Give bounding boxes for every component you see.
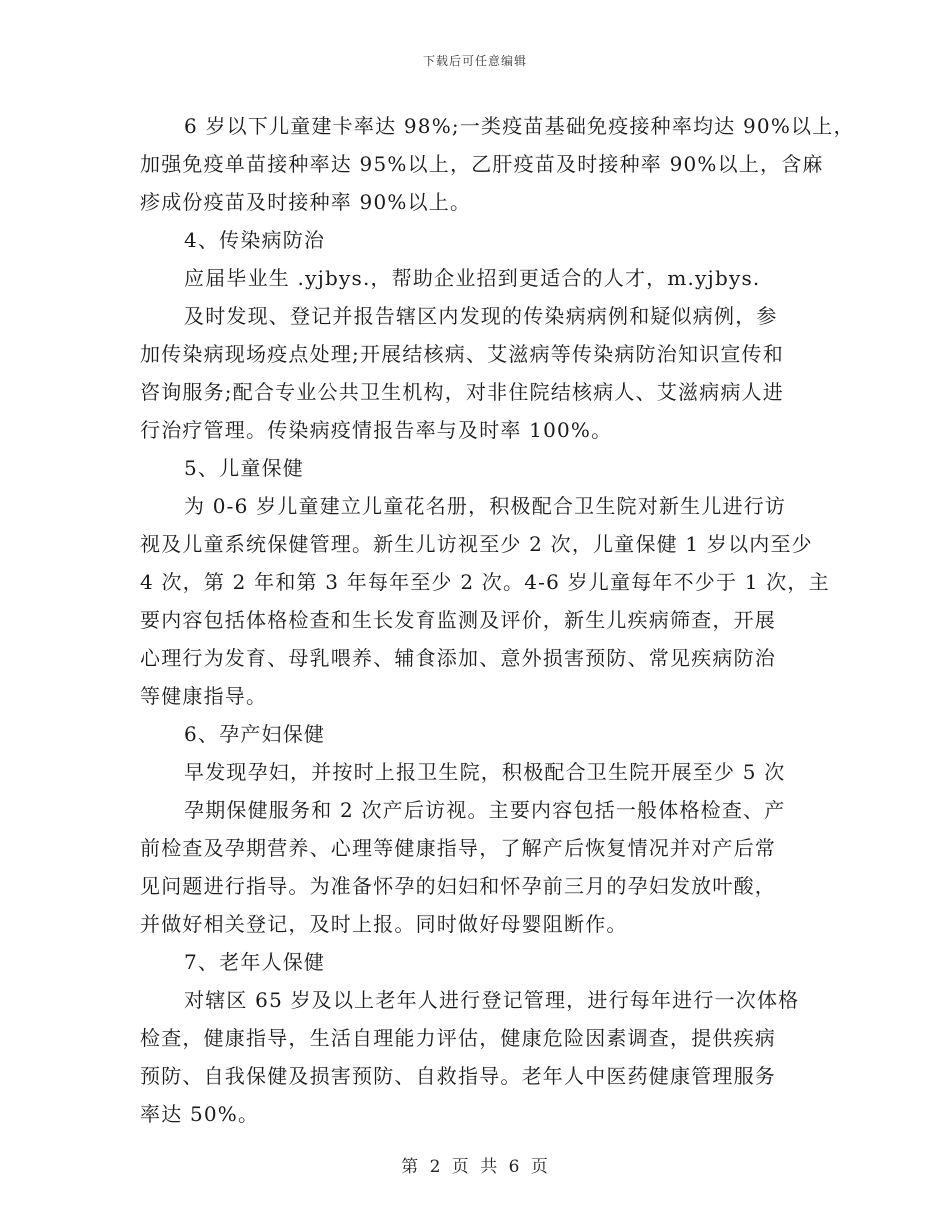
body-line: 6 岁以下儿童建卡率达 98%;一类疫苗基础免疫接种率均达 90%以上， <box>184 114 855 138</box>
body-line: 咨询服务;配合专业公共卫生机构，对非住院结核病人、艾滋病病人进 <box>140 380 784 404</box>
section-heading: 7、老年人保健 <box>184 950 326 974</box>
section-heading: 5、儿童保健 <box>184 456 304 480</box>
section-heading: 6、孕产妇保健 <box>184 722 326 746</box>
body-line: 疹成份疫苗及时接种率 90%以上。 <box>140 190 472 214</box>
body-line: 行治疗管理。传染病疫情报告率与及时率 100%。 <box>140 418 613 442</box>
body-line: 孕期保健服务和 2 次产后访视。主要内容包括一般体格检查、产 <box>184 798 786 822</box>
body-line: 见问题进行指导。为准备怀孕的妇妇和怀孕前三月的孕妇发放叶酸， <box>140 874 776 898</box>
body-line: 率达 50%。 <box>140 1102 260 1126</box>
body-line: 等健康指导。 <box>140 684 268 708</box>
body-line: 前检查及孕期营养、心理等健康指导，了解产后恢复情况并对产后常 <box>140 836 776 860</box>
body-line: 心理行为发育、母乳喂养、辅食添加、意外损害预防、常见疾病防治 <box>140 646 776 670</box>
page-header: 下载后可任意编辑 <box>422 54 527 68</box>
page-number: 第 2 页 共 6 页 <box>401 1157 549 1177</box>
body-line: 4 次，第 2 年和第 3 年每年至少 2 次。4-6 岁儿童每年不少于 1 次，主 <box>140 570 830 594</box>
body-line: 加传染病现场疫点处理;开展结核病、艾滋病等传染病防治知识宣传和 <box>140 342 784 366</box>
body-line: 预防、自我保健及损害预防、自救指导。老年人中医药健康管理服务 <box>140 1064 776 1088</box>
body-line: 要内容包括体格检查和生长发育监测及评价，新生儿疾病筛查，开展 <box>140 608 776 632</box>
body-line: 并做好相关登记，及时上报。同时做好母婴阻断作。 <box>140 912 628 936</box>
body-line: 及时发现、登记并报告辖区内发现的传染病病例和疑似病例，参 <box>184 304 778 328</box>
body-line: 应届毕业生 .yjbys.，帮助企业招到更适合的人才，m.yjbys. <box>184 266 761 290</box>
section-heading: 4、传染病防治 <box>184 228 326 252</box>
body-line: 对辖区 65 岁及以上老年人进行登记管理，进行每年进行一次体格 <box>184 988 800 1012</box>
body-line: 加强免疫单苗接种率达 95%以上，乙肝疫苗及时接种率 90%以上，含麻 <box>140 152 824 176</box>
body-line: 早发现孕妇，并按时上报卫生院，积极配合卫生院开展至少 5 次 <box>184 760 786 784</box>
body-line: 检查，健康指导，生活自理能力评估，健康危险因素调查，提供疾病 <box>140 1026 776 1050</box>
body-line: 视及儿童系统保健管理。新生儿访视至少 2 次，儿童保健 1 岁以内至少 <box>140 532 813 556</box>
body-line: 为 0-6 岁儿童建立儿童花名册，积极配合卫生院对新生儿进行访 <box>184 494 787 518</box>
